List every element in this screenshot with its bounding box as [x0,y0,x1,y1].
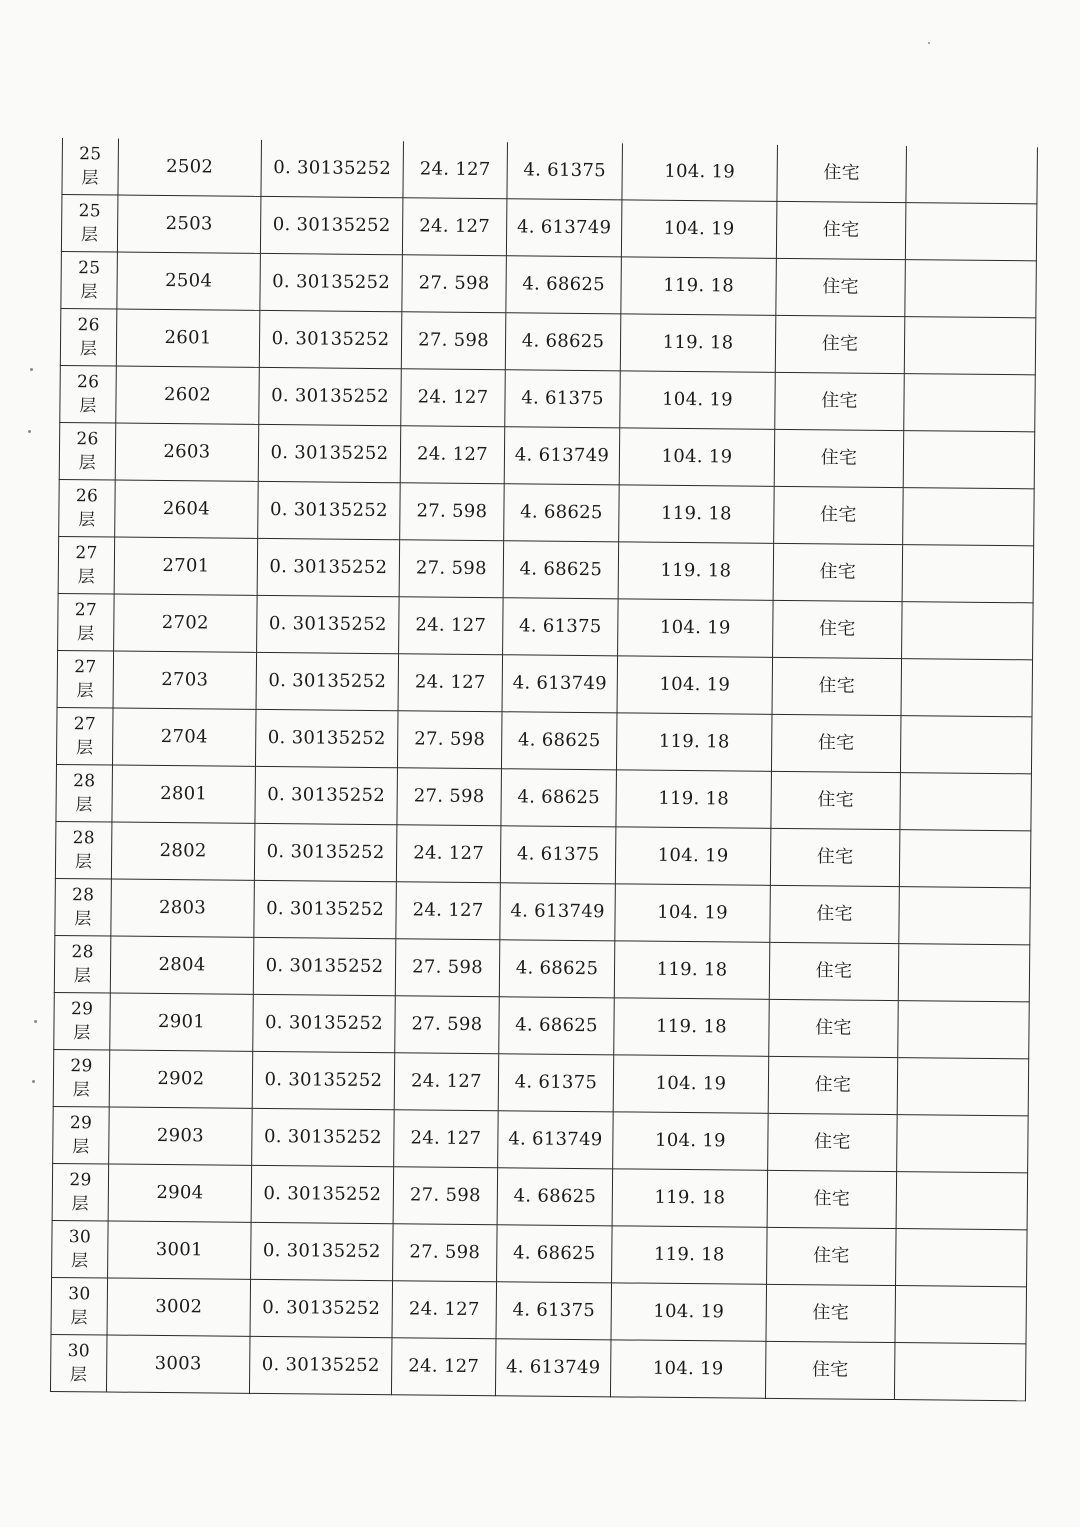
room-number-cell: 2801 [112,765,256,823]
table-row [55,878,1031,944]
area-a-cell: 24. 127 [396,825,501,883]
floor-cell [53,1049,110,1107]
usage-cell: 住宅 [776,201,906,259]
share-ratio-cell: 0. 30135252 [260,196,403,254]
share-ratio-cell: 0. 30135252 [258,481,401,539]
area-b-cell: 4. 613749 [495,1339,611,1397]
room-number-cell: 2601 [116,309,260,367]
usage-cell: 住宅 [771,714,901,772]
total-area-cell: 104. 19 [617,656,773,714]
area-a-cell: 27. 598 [401,312,506,370]
room-number-cell: 3001 [108,1221,252,1279]
share-ratio-cell: 0. 30135252 [249,1336,392,1394]
area-a-cell: 27. 598 [395,939,500,997]
share-ratio-cell: 0. 30135252 [254,823,397,881]
floor-number: 29 [70,1056,93,1077]
room-number-cell: 2701 [114,537,258,595]
floor-cell [50,1334,107,1392]
area-b-cell: 4. 68625 [505,313,621,371]
area-a-cell: 27. 598 [395,996,500,1054]
usage-cell: 住宅 [766,1284,896,1342]
total-area-cell: 119. 18 [614,941,770,999]
note-cell [903,488,1035,546]
floor-cell [58,593,115,651]
area-a-cell: 24. 127 [403,141,508,198]
table-row [55,821,1031,887]
total-area-cell: 119. 18 [612,1169,768,1227]
room-number-cell: 2502 [118,139,262,197]
note-cell [905,203,1037,261]
usage-cell: 住宅 [767,1170,897,1228]
share-ratio-cell: 0. 30135252 [251,1165,394,1223]
floor-number: 27 [74,657,97,678]
floor-number: 26 [75,486,99,507]
note-cell [902,545,1034,603]
floor-number: 29 [70,999,94,1020]
total-area-cell: 119. 18 [618,542,774,600]
floor-number: 29 [69,1113,93,1134]
floor-unit: 层 [71,1194,90,1215]
floor-cell [58,536,115,594]
room-number-cell: 2802 [111,822,255,880]
floor-number: 25 [78,201,102,222]
floor-unit: 层 [73,1023,91,1044]
room-number-cell: 2504 [117,252,261,310]
floor-cell [53,1106,110,1164]
area-a-cell: 27. 598 [397,711,502,769]
floor-unit: 层 [81,168,99,189]
note-cell [901,659,1033,717]
room-number-cell: 2901 [110,993,254,1051]
area-a-cell: 27. 598 [393,1224,498,1282]
area-a-cell: 24. 127 [392,1281,497,1339]
area-b-cell: 4. 68625 [504,484,620,542]
table-row [56,707,1032,773]
area-a-cell: 24. 127 [394,1110,499,1168]
area-b-cell: 4. 613749 [506,199,622,257]
area-b-cell: 4. 61375 [505,370,621,428]
usage-cell: 住宅 [765,1341,895,1399]
table-row [52,1220,1028,1286]
total-area-cell: 119. 18 [619,485,775,543]
floor-number: 25 [78,258,101,279]
table-row [52,1163,1028,1229]
room-number-cell: 2604 [115,480,259,538]
floor-unit: 层 [72,1137,90,1158]
floor-number: 27 [73,714,97,735]
room-number-cell: 2603 [115,423,259,481]
share-ratio-cell: 0. 30135252 [255,766,398,824]
note-cell [900,716,1032,774]
scan-speck [28,430,31,433]
table-row [54,935,1030,1001]
floor-cell [55,821,112,879]
floor-number: 27 [74,600,98,621]
floor-cell [52,1163,109,1221]
scan-speck [30,368,33,371]
note-cell [897,1058,1029,1116]
share-ratio-cell: 0. 30135252 [257,595,400,653]
note-cell [896,1172,1028,1230]
table-row [58,593,1034,659]
note-cell [903,431,1035,489]
table-row [59,479,1035,545]
share-ratio-cell: 0. 30135252 [259,367,402,425]
total-area-cell: 104. 19 [622,143,778,201]
floor-number: 26 [76,372,100,393]
floor-cell [62,138,119,195]
floor-unit: 层 [76,624,95,645]
floor-cell [61,251,118,309]
usage-cell: 住宅 [772,657,902,715]
floor-unit: 层 [78,510,96,531]
area-a-cell: 24. 127 [400,426,505,484]
area-a-cell: 27. 598 [400,483,505,541]
area-b-cell: 4. 68625 [497,1225,613,1283]
unit-area-table-wrapper [50,138,1037,1401]
floor-unit: 层 [75,795,93,816]
note-cell [895,1286,1027,1344]
note-cell [904,374,1036,432]
table-row [61,251,1037,317]
note-cell [899,887,1031,945]
area-a-cell: 24. 127 [391,1338,496,1396]
floor-cell [52,1220,109,1278]
floor-number: 30 [68,1227,92,1248]
note-cell [902,602,1034,660]
scan-speck [32,1080,35,1083]
room-number-cell: 2703 [113,651,257,709]
area-b-cell: 4. 61375 [500,826,616,884]
area-b-cell: 4. 68625 [499,997,615,1055]
floor-unit: 层 [70,1251,89,1272]
share-ratio-cell: 0. 30135252 [251,1222,394,1280]
floor-cell [60,365,117,423]
usage-cell: 住宅 [777,145,907,203]
floor-cell [56,707,113,765]
table-row [57,650,1033,716]
floor-unit: 层 [70,1308,88,1329]
share-ratio-cell: 0. 30135252 [261,140,404,198]
usage-cell: 住宅 [767,1227,897,1285]
room-number-cell: 2704 [112,708,256,766]
room-number-cell: 3003 [106,1335,250,1393]
area-a-cell: 27. 598 [402,255,507,313]
table-body [50,138,1037,1401]
floor-number: 26 [77,315,100,336]
floor-cell [51,1277,108,1335]
usage-cell: 住宅 [773,600,903,658]
floor-unit: 层 [69,1365,88,1386]
usage-cell: 住宅 [768,1113,898,1171]
table-row [62,138,1037,204]
floor-number: 29 [69,1170,92,1191]
note-cell [900,773,1032,831]
usage-cell: 住宅 [769,999,899,1057]
table-row [50,1334,1026,1400]
area-b-cell: 4. 61375 [496,1282,612,1340]
total-area-cell: 119. 18 [612,1226,768,1284]
table-row [61,195,1037,261]
area-a-cell: 24. 127 [396,882,501,940]
total-area-cell: 104. 19 [619,428,775,486]
floor-number: 25 [79,144,102,165]
share-ratio-cell: 0. 30135252 [253,937,396,995]
total-area-cell: 119. 18 [616,713,772,771]
note-cell [904,317,1036,375]
room-number-cell: 2903 [109,1107,253,1165]
note-cell [906,146,1038,204]
area-b-cell: 4. 613749 [504,427,620,485]
share-ratio-cell: 0. 30135252 [258,424,401,482]
usage-cell: 住宅 [774,429,904,487]
total-area-cell: 104. 19 [611,1283,767,1341]
share-ratio-cell: 0. 30135252 [257,538,400,596]
usage-cell: 住宅 [776,258,906,316]
table-row [53,1049,1029,1115]
share-ratio-cell: 0. 30135252 [252,1108,395,1166]
room-number-cell: 2602 [116,366,260,424]
floor-cell [54,992,111,1050]
usage-cell: 住宅 [768,1056,898,1114]
unit-area-table [50,138,1038,1401]
room-number-cell: 2804 [110,936,254,994]
room-number-cell: 2702 [114,594,258,652]
area-a-cell: 24. 127 [401,369,506,427]
area-a-cell: 24. 127 [398,654,503,712]
area-b-cell: 4. 68625 [499,940,615,998]
area-a-cell: 27. 598 [399,540,504,598]
floor-cell [57,650,114,708]
total-area-cell: 104. 19 [618,599,774,657]
table-row [53,1106,1029,1172]
total-area-cell: 119. 18 [616,770,772,828]
usage-cell: 住宅 [769,942,899,1000]
area-b-cell: 4. 68625 [501,769,617,827]
table-row [51,1277,1027,1343]
floor-unit: 层 [77,567,96,588]
note-cell [905,260,1037,318]
area-b-cell: 4. 68625 [497,1168,613,1226]
note-cell [898,944,1030,1002]
floor-number: 30 [67,1341,91,1362]
note-cell [897,1115,1029,1173]
total-area-cell: 119. 18 [620,314,776,372]
area-b-cell: 4. 613749 [500,883,616,941]
share-ratio-cell: 0. 30135252 [250,1279,393,1337]
area-b-cell: 4. 61375 [503,598,619,656]
area-a-cell: 24. 127 [402,198,507,256]
area-b-cell: 4. 68625 [501,712,617,770]
total-area-cell: 104. 19 [615,827,771,885]
share-ratio-cell: 0. 30135252 [260,253,403,311]
area-b-cell: 4. 68625 [506,256,622,314]
table-row [56,764,1032,830]
table-row [58,536,1034,602]
table-row [60,365,1036,431]
total-area-cell: 104. 19 [621,200,777,258]
room-number-cell: 3002 [107,1278,251,1336]
floor-unit: 层 [79,339,98,360]
room-number-cell: 2902 [109,1050,253,1108]
total-area-cell: 119. 18 [614,998,770,1056]
floor-cell [54,935,111,993]
total-area-cell: 104. 19 [615,884,771,942]
floor-unit: 层 [80,282,98,303]
table-row [54,992,1030,1058]
floor-unit: 层 [74,909,92,930]
share-ratio-cell: 0. 30135252 [259,310,402,368]
share-ratio-cell: 0. 30135252 [252,1051,395,1109]
area-b-cell: 4. 61375 [507,142,623,200]
area-a-cell: 24. 127 [399,597,504,655]
usage-cell: 住宅 [771,771,901,829]
area-a-cell: 27. 598 [397,768,502,826]
scan-speck [34,1020,37,1023]
total-area-cell: 119. 18 [621,257,777,315]
total-area-cell: 104. 19 [613,1112,769,1170]
floor-unit: 层 [76,681,94,702]
floor-cell [60,308,117,366]
scan-speck [928,42,930,44]
floor-unit: 层 [74,852,93,873]
floor-number: 28 [73,771,96,792]
room-number-cell: 2503 [117,195,261,253]
floor-cell [56,764,113,822]
area-a-cell: 27. 598 [393,1167,498,1225]
share-ratio-cell: 0. 30135252 [256,652,399,710]
usage-cell: 住宅 [770,885,900,943]
total-area-cell: 104. 19 [620,371,776,429]
floor-unit: 层 [73,966,92,987]
note-cell [896,1229,1028,1287]
floor-cell [59,422,116,480]
floor-cell [59,479,116,537]
usage-cell: 住宅 [774,486,904,544]
floor-unit: 层 [78,453,97,474]
share-ratio-cell: 0. 30135252 [255,709,398,767]
area-b-cell: 4. 613749 [498,1111,614,1169]
total-area-cell: 104. 19 [613,1055,769,1113]
area-b-cell: 4. 61375 [498,1054,614,1112]
floor-number: 26 [76,429,99,450]
floor-number: 28 [72,885,95,906]
room-number-cell: 2803 [111,879,255,937]
floor-unit: 层 [72,1080,91,1101]
floor-unit: 层 [75,738,94,759]
room-number-cell: 2904 [108,1164,252,1222]
floor-number: 28 [71,942,94,963]
usage-cell: 住宅 [773,543,903,601]
table-row [60,308,1036,374]
area-b-cell: 4. 68625 [503,541,619,599]
table-row [59,422,1035,488]
usage-cell: 住宅 [775,315,905,373]
note-cell [898,1001,1030,1059]
usage-cell: 住宅 [770,828,900,886]
floor-unit: 层 [80,225,99,246]
floor-cell [55,878,112,936]
area-b-cell: 4. 613749 [502,655,618,713]
floor-number: 28 [72,828,95,849]
note-cell [894,1343,1026,1401]
note-cell [899,830,1031,888]
total-area-cell: 104. 19 [610,1340,766,1398]
area-a-cell: 24. 127 [394,1053,499,1111]
usage-cell: 住宅 [775,372,905,430]
floor-number: 27 [75,543,98,564]
share-ratio-cell: 0. 30135252 [254,880,397,938]
floor-number: 30 [68,1284,91,1305]
floor-unit: 层 [79,396,97,417]
floor-cell [61,195,118,253]
share-ratio-cell: 0. 30135252 [253,994,396,1052]
